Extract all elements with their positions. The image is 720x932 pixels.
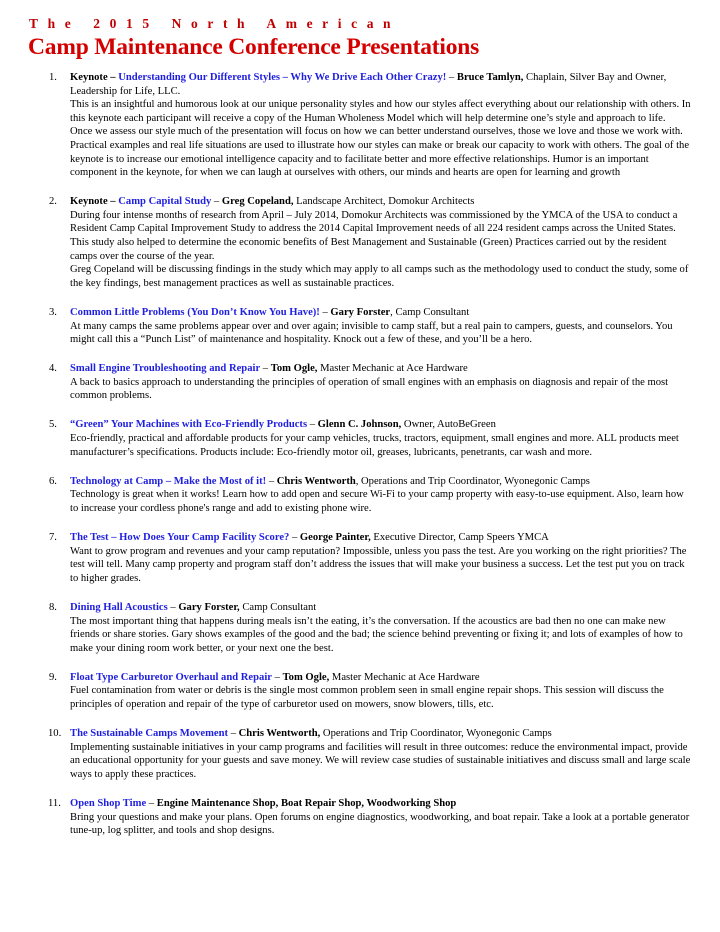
session-speaker-role: , Camp Consultant [390,306,470,318]
session-paragraph: The most important thing that happens during meals isn’t the eating, it’s the conversation. If the acoustics are bad then no one can make new friends or share stories. Gary shows examples of the good and the bad; the science behind preventing or fixing it; and lots of examples of how to make your dining room work better, or your next one the best. [70,615,683,654]
session-title: The Test – How Does Your Camp Facility Score? [70,532,290,544]
session-paragraph: Implementing sustainable initiatives in your camp programs and facilities will result in three outcomes: reduce the environmental impact, provide an educational opportunity for your guests and save money. We will review case studies of sustainable initiatives and discuss small and large scale ways to apply these practices. [70,741,691,780]
session-description [70,209,692,291]
session-separator: – [266,475,277,487]
session-separator: – [260,363,271,375]
session-paragraph: Bring your questions and make your plans. Open forums on engine diagnostics, woodworking, and boat repair. Take a look at a portable generator tune-up, log splitter, and tools and shop designs. [70,811,690,837]
session-item [28,71,692,180]
session-paragraph: Greg Copeland will be discussing findings in the study which may apply to all camps such as the methodology used to conduct the study, some of the key findings, best management practices as well as sustainable practices. [70,264,689,289]
session-speaker-role: Chaplain, Silver Bay and Owner, Leadership for Life, LLC. [70,72,667,97]
session-description [70,488,692,515]
session-prefix: Keynote – [70,196,119,208]
session-separator: – [211,196,222,208]
session-number: 1. [49,72,57,83]
session-speaker-role: Master Mechanic at Ace Hardware [329,671,480,683]
session-list [28,71,692,838]
session-heading [70,601,692,615]
session-heading [70,306,692,320]
session-speaker: Glenn C. Johnson, [317,419,402,431]
session-speaker-role: Camp Consultant [239,601,317,613]
session-separator: – [446,72,457,83]
session-paragraph: Eco-friendly, practical and affordable products for your camp vehicles, trucks, tractors, equipment, small engines and more. ALL products meet manufacturer’s specifications. Products include: Eco-friendly motor oil, greases, lubricants, penetrants, car wash and more. [70,433,679,458]
session-separator: – [167,601,179,613]
session-title: Open Shop Time [70,797,147,809]
supertitle: The 2015 North American [29,16,401,31]
session-heading [70,195,692,209]
session-speaker-role: Operations and Trip Coordinator, Wyonegonic Camps [320,728,552,740]
session-title: Float Type Carburetor Overhaul and Repair [70,671,272,683]
session-description [70,432,692,459]
session-paragraph: Fuel contamination from water or debris is the single most common problem seen in small engine repair shops. This session will discuss the principles of operation and repair of the type of carburetor used on mowers, snow blowers, tills, etc. [70,685,664,710]
session-number: 10. [48,728,62,740]
session-item [28,306,692,347]
session-speaker: Engine Maintenance Shop, Boat Repair Shop, Woodworking Shop [156,797,457,809]
session-separator: – [289,532,300,544]
session-description [70,545,692,586]
session-speaker-role: , Operations and Trip Coordinator, Wyonegonic Camps [355,475,590,487]
session-separator: – [271,671,283,683]
session-item [28,418,692,459]
session-item [28,195,692,290]
session-item [28,601,692,655]
session-paragraph: Want to grow program and revenues and your camp reputation? Impossible, unless you pass the test. Are you working on the right priorities? The test will tell. Many camp property and program staff don’t address the issues that will make your business a success. Let the test put you on track to higher grades. [70,545,687,584]
session-number: 8. [49,601,57,613]
session-number: 2. [49,196,57,208]
session-speaker-role: Executive Director, Camp Speers YMCA [370,532,549,544]
session-separator: – [146,797,157,809]
session-title: Dining Hall Acoustics [70,601,168,613]
session-title: The Sustainable Camps Movement [70,728,229,740]
session-speaker: Gary Forster, [178,601,240,613]
session-number: 6. [49,475,57,487]
session-paragraph: During four intense months of research from April – July 2014, Domokur Architects was commissioned by the YMCA of the USA to conduct a Resident Camp Capital Improvement Study to address the 2014 Capital Improvement needs of all 224 resident camps across the United States. This study also helped to determine the economic benefits of Best Management and Sustainable (Green) Practices carried out by the resident camps over the course of the year. [70,209,678,262]
session-separator: – [228,728,239,740]
session-number: 4. [49,363,57,375]
session-title: “Green” Your Machines with Eco-Friendly Products [70,419,308,431]
session-description [70,376,692,403]
session-number: 9. [49,671,57,683]
session-paragraph: A back to basics approach to understanding the principles of operation of small engines with an emphasis on diagnosis and repair of the most common problems. [70,376,669,402]
session-speaker: George Painter, [299,532,371,544]
session-item [28,362,692,403]
session-speaker: Tom Ogle, [270,363,318,375]
session-description [70,741,692,782]
session-speaker-role: Master Mechanic at Ace Hardware [317,363,468,375]
session-speaker-role: Owner, AutoBeGreen [401,419,496,431]
session-number: 11. [48,797,61,809]
session-paragraph: Once we assess our style much of the presentation will focus on how we can better understand ourselves, those we love and those we work with. Practical examples and real life situations are used to illustrate how our styles can make or break our capacity to work with others. The goal of the keynote is to increase our emotional intelligence capacity and to facilitate better and more effective relationships. Humor is an important component in the keynote, for when we can laugh at ourselves with others, our minds and hearts are open for learning and growth [70,126,690,179]
session-description [70,811,692,838]
session-item [28,671,692,712]
session-number: 5. [49,419,57,431]
session-paragraph: Technology is great when it works! Learn how to add open and secure Wi-Fi to your camp property with easy-to-use equipment. Also, learn how to increase your cordless phone's range and add to existing phone wire. [70,489,684,514]
session-heading [70,71,692,98]
session-heading [70,671,692,685]
session-title: Small Engine Troubleshooting and Repair [70,363,261,375]
session-speaker: Greg Copeland, [221,196,294,208]
session-heading [70,797,692,811]
session-description [70,98,692,180]
session-heading [70,727,692,741]
session-item [28,531,692,585]
page-title: Camp Maintenance Conference Presentations [28,34,480,60]
session-prefix: Keynote – [70,72,119,83]
session-speaker: Gary Forster [330,306,391,318]
session-item [28,727,692,781]
session-speaker: Chris Wentworth, [238,728,321,740]
session-title: Camp Capital Study [118,196,212,208]
session-description [70,684,692,711]
session-separator: – [319,306,331,318]
session-number: 7. [49,532,57,544]
session-description [70,615,692,656]
session-heading [70,362,692,376]
session-heading [70,475,692,489]
session-heading [70,418,692,432]
session-item [28,797,692,838]
session-separator: – [307,419,318,431]
session-item [28,475,692,516]
session-paragraph: At many camps the same problems appear over and over again; invisible to camp staff, but a real pain to campers, guests, and counselors. You might call this a “Punch List” of maintenance and hospitality. Knock out a few of these, and you’ll be a hero. [70,320,673,346]
session-description [70,320,692,347]
session-speaker: Bruce Tamlyn, [456,72,524,83]
session-paragraph: This is an insightful and humorous look at our unique personality styles and how our styles affect everything about our relationship with others. In this keynote each participant will receive a copy of the Human Wholeness Model which will help determine one’s style and approach to life. [70,99,691,124]
session-heading [70,531,692,545]
session-speaker: Chris Wentworth [276,475,356,487]
session-title: Understanding Our Different Styles – Why We Drive Each Other Crazy! [118,72,447,83]
session-speaker: Tom Ogle, [282,671,330,683]
session-title: Technology at Camp – Make the Most of it! [70,475,267,487]
session-speaker-role: Landscape Architect, Domokur Architects [293,196,475,208]
session-title: Common Little Problems (You Don’t Know You Have)! [70,306,320,318]
session-number: 3. [49,306,57,318]
